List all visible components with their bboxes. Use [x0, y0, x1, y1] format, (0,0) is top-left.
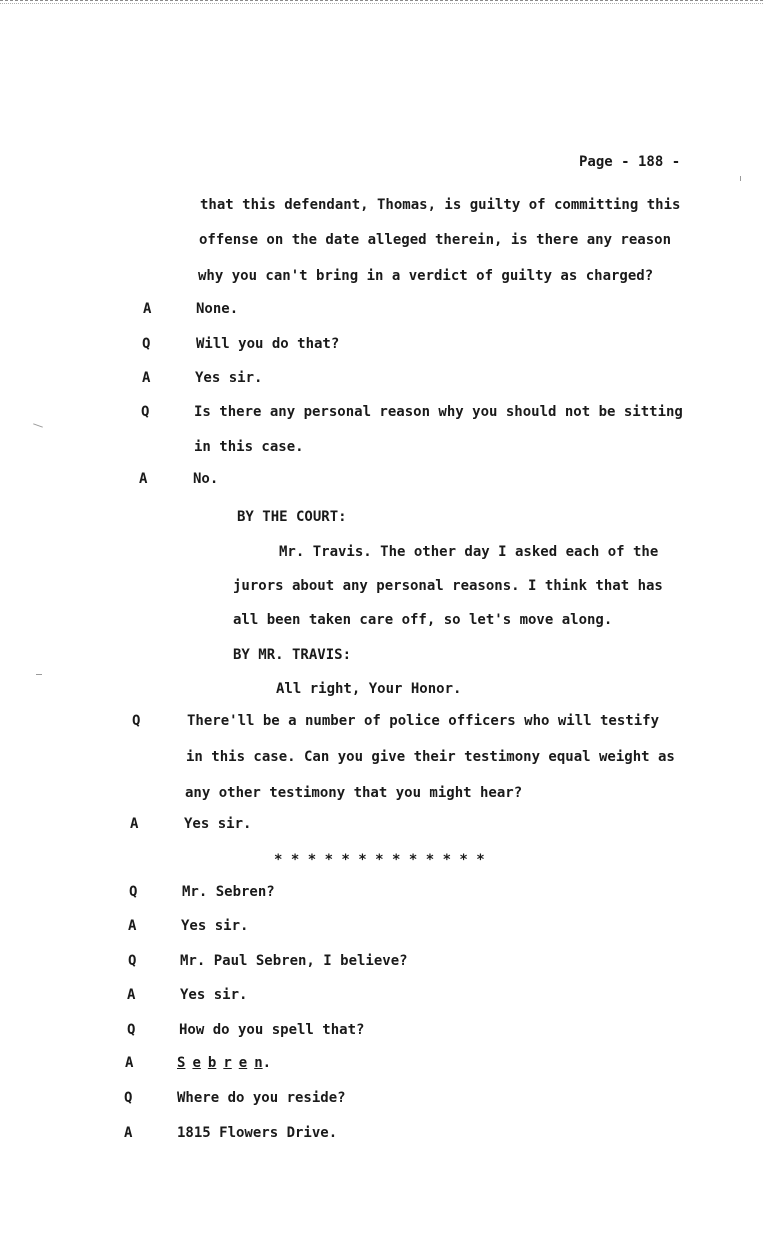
court-statement-line-3: all been taken care off, so let's move along.	[233, 612, 613, 628]
continuation-line-2: offense on the date alleged therein, is there any reason	[199, 232, 672, 248]
answer-label: A	[130, 816, 139, 832]
answer-text: No.	[193, 471, 219, 487]
continuation-line-3: why you can't bring in a verdict of guilty as charged?	[198, 268, 654, 284]
spelled-letter: b	[207, 1055, 217, 1071]
spelled-letter: r	[223, 1055, 232, 1071]
question-text: How do you spell that?	[179, 1022, 365, 1038]
question-text: Mr. Paul Sebren, I believe?	[180, 953, 408, 969]
court-statement-line-2: jurors about any personal reasons. I think that has	[233, 578, 663, 594]
scan-speck	[740, 176, 741, 181]
question-text-continued: any other testimony that you might hear?	[185, 785, 523, 801]
section-separator: * * * * * * * * * * * * *	[274, 852, 485, 868]
scan-speck	[36, 674, 42, 675]
question-text-continued: in this case.	[194, 439, 304, 455]
travis-statement: All right, Your Honor.	[276, 681, 462, 697]
answer-text: Yes sir.	[195, 370, 263, 386]
answer-text: Yes sir.	[184, 816, 252, 832]
answer-label: A	[142, 370, 151, 386]
question-label: Q	[127, 1022, 136, 1038]
question-text: Mr. Sebren?	[182, 884, 275, 900]
question-text: Is there any personal reason why you should not be sitting	[194, 404, 683, 420]
answer-label: A	[143, 301, 152, 317]
question-label: Q	[132, 713, 141, 729]
spelled-name	[177, 1055, 271, 1071]
court-statement-line-1: Mr. Travis. The other day I asked each of the	[279, 544, 659, 560]
page-top-border	[0, 0, 763, 4]
scan-speck	[33, 423, 43, 427]
question-text: There'll be a number of police officers who will testify	[187, 713, 660, 729]
spelled-letter: e	[238, 1055, 248, 1071]
answer-label: A	[127, 987, 136, 1003]
answer-text: None.	[196, 301, 239, 317]
spelled-letter: e	[192, 1055, 201, 1071]
question-text: Where do you reside?	[177, 1090, 346, 1106]
question-text: Will you do that?	[196, 336, 340, 352]
court-heading: BY THE COURT:	[237, 509, 347, 525]
continuation-line-1: that this defendant, Thomas, is guilty of committing this	[200, 197, 681, 213]
spelled-letter: S	[177, 1055, 186, 1071]
question-label: Q	[129, 884, 138, 900]
answer-text: 1815 Flowers Drive.	[177, 1125, 338, 1141]
spelled-letter: n	[254, 1055, 263, 1071]
answer-label: A	[124, 1125, 133, 1141]
question-label: Q	[124, 1090, 133, 1106]
question-label: Q	[128, 953, 137, 969]
answer-text: Yes sir.	[181, 918, 249, 934]
spelled-name-period: .	[262, 1055, 272, 1071]
answer-text: Yes sir.	[180, 987, 248, 1003]
page-number: Page - 188 -	[579, 154, 681, 170]
question-label: Q	[141, 404, 150, 420]
answer-label: A	[125, 1055, 134, 1071]
travis-heading: BY MR. TRAVIS:	[233, 647, 352, 663]
answer-label: A	[128, 918, 137, 934]
question-text-continued: in this case. Can you give their testimony equal weight as	[186, 749, 675, 765]
question-label: Q	[142, 336, 151, 352]
answer-label: A	[139, 471, 148, 487]
